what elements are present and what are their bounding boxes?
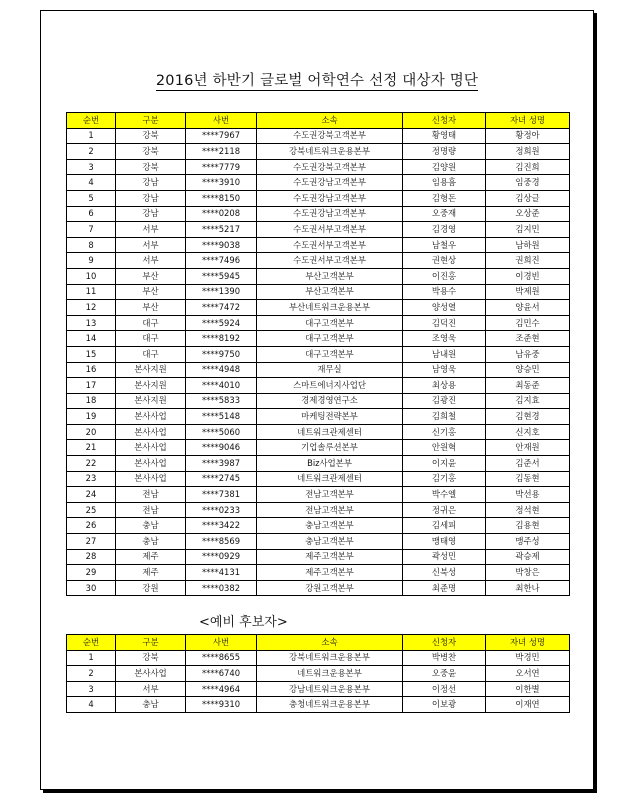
cell-number: 3: [67, 681, 116, 697]
cell-department: 제주고객본부: [257, 549, 403, 565]
cell-number: 1: [67, 650, 116, 666]
table-row: [67, 549, 570, 565]
cell-number: 26: [67, 518, 116, 534]
cell-division: 강원: [116, 580, 186, 596]
cell-applicant: 오중재: [403, 206, 486, 222]
table-row: [67, 175, 570, 191]
cell-department: 기업솔루션본부: [257, 440, 403, 456]
cell-division: 본사지원: [116, 362, 186, 378]
cell-number: 2: [67, 666, 116, 682]
cell-department: 수도권서부고객본부: [257, 222, 403, 238]
cell-employee-id: ****4948: [186, 362, 257, 378]
cell-applicant: 김덕진: [403, 315, 486, 331]
cell-employee-id: ****9750: [186, 346, 257, 362]
cell-department: 수도권강남고객본부: [257, 206, 403, 222]
cell-child-name: 남하원: [486, 237, 570, 253]
cell-number: 7: [67, 222, 116, 238]
cell-number: 17: [67, 378, 116, 394]
header-division: 구분: [116, 113, 186, 129]
cell-number: 27: [67, 534, 116, 550]
cell-applicant: 맹태영: [403, 534, 486, 550]
cell-applicant: 박수엘: [403, 487, 486, 503]
cell-applicant: 김세피: [403, 518, 486, 534]
cell-applicant: 이정선: [403, 681, 486, 697]
cell-number: 21: [67, 440, 116, 456]
cell-division: 전남: [116, 487, 186, 503]
cell-number: 2: [67, 144, 116, 160]
cell-department: 충남고객본부: [257, 534, 403, 550]
cell-department: 스마트에너지사업단: [257, 378, 403, 394]
cell-number: 28: [67, 549, 116, 565]
cell-number: 9: [67, 253, 116, 269]
cell-employee-id: ****4010: [186, 378, 257, 394]
table-row: [67, 190, 570, 206]
reserve-header-number: 순번: [67, 635, 116, 651]
table-row: [67, 487, 570, 503]
cell-department: 부산네트워크운용본부: [257, 300, 403, 316]
table-row: [67, 362, 570, 378]
cell-department: 강북네트워크운용본부: [257, 144, 403, 160]
table-row: [67, 456, 570, 472]
cell-department: 강원고객본부: [257, 580, 403, 596]
cell-applicant: 이진홍: [403, 268, 486, 284]
cell-department: 충청네트워크운용본부: [257, 697, 403, 713]
cell-employee-id: ****3910: [186, 175, 257, 191]
cell-child-name: 조준현: [486, 331, 570, 347]
cell-division: 부산: [116, 268, 186, 284]
cell-division: 강북: [116, 159, 186, 175]
cell-number: 10: [67, 268, 116, 284]
cell-applicant: 박용수: [403, 284, 486, 300]
cell-number: 13: [67, 315, 116, 331]
cell-employee-id: ****6740: [186, 666, 257, 682]
reserve-header-employee-id: 사번: [186, 635, 257, 651]
cell-division: 본사지원: [116, 393, 186, 409]
cell-number: 14: [67, 331, 116, 347]
cell-child-name: 김준서: [486, 456, 570, 472]
cell-number: 19: [67, 409, 116, 425]
cell-division: 전남: [116, 502, 186, 518]
table-row: [67, 565, 570, 581]
cell-employee-id: ****0929: [186, 549, 257, 565]
cell-number: 4: [67, 697, 116, 713]
reserve-header-row: [67, 635, 570, 651]
table-row: [67, 440, 570, 456]
cell-child-name: 김상글: [486, 190, 570, 206]
cell-child-name: 박경민: [486, 650, 570, 666]
cell-department: 수도권서부고객본부: [257, 253, 403, 269]
cell-employee-id: ****2745: [186, 471, 257, 487]
cell-applicant: 김형돈: [403, 190, 486, 206]
cell-child-name: 이경빈: [486, 268, 570, 284]
cell-division: 서부: [116, 222, 186, 238]
cell-applicant: 임용흠: [403, 175, 486, 191]
cell-division: 제주: [116, 549, 186, 565]
cell-applicant: 김양원: [403, 159, 486, 175]
cell-child-name: 김진희: [486, 159, 570, 175]
cell-department: 부산고객본부: [257, 284, 403, 300]
cell-number: 4: [67, 175, 116, 191]
cell-employee-id: ****8569: [186, 534, 257, 550]
table-row: [67, 159, 570, 175]
cell-division: 본사사업: [116, 666, 186, 682]
document-title: [41, 69, 593, 90]
cell-division: 부산: [116, 300, 186, 316]
cell-number: 11: [67, 284, 116, 300]
reserve-table-row: [67, 666, 570, 682]
cell-division: 서부: [116, 681, 186, 697]
cell-department: 전남고객본부: [257, 487, 403, 503]
cell-division: 본사지원: [116, 378, 186, 394]
cell-division: 서부: [116, 237, 186, 253]
cell-child-name: 정희원: [486, 144, 570, 160]
cell-employee-id: ****9038: [186, 237, 257, 253]
cell-department: Biz사업본부: [257, 456, 403, 472]
cell-applicant: 정귀은: [403, 502, 486, 518]
cell-division: 서부: [116, 253, 186, 269]
reserve-table-row: [67, 681, 570, 697]
reserve-header-applicant: 신청자: [403, 635, 486, 651]
cell-department: 대구고객본부: [257, 346, 403, 362]
cell-number: 30: [67, 580, 116, 596]
cell-applicant: 남영욱: [403, 362, 486, 378]
cell-child-name: 박제원: [486, 284, 570, 300]
selection-table: [66, 112, 570, 596]
reserve-header-child-name: 자녀 성명: [486, 635, 570, 651]
cell-applicant: 최상용: [403, 378, 486, 394]
header-applicant: 신청자: [403, 113, 486, 129]
cell-employee-id: ****5217: [186, 222, 257, 238]
cell-division: 본사사업: [116, 409, 186, 425]
cell-employee-id: ****9310: [186, 697, 257, 713]
cell-applicant: 김경영: [403, 222, 486, 238]
cell-child-name: 김현경: [486, 409, 570, 425]
cell-division: 본사사업: [116, 440, 186, 456]
cell-child-name: 박창은: [486, 565, 570, 581]
table-row: [67, 253, 570, 269]
cell-employee-id: ****4131: [186, 565, 257, 581]
cell-department: 강북네트워크운용본부: [257, 650, 403, 666]
cell-division: 제주: [116, 565, 186, 581]
table-header-row: [67, 113, 570, 129]
table-row: [67, 222, 570, 238]
table-row: [67, 284, 570, 300]
reserve-header-department: 소속: [257, 635, 403, 651]
cell-department: 강남네트워크운용본부: [257, 681, 403, 697]
cell-applicant: 신기홍: [403, 424, 486, 440]
cell-employee-id: ****8150: [186, 190, 257, 206]
cell-department: 대구고객본부: [257, 331, 403, 347]
cell-division: 강남: [116, 175, 186, 191]
cell-division: 강북: [116, 128, 186, 144]
cell-child-name: 오상준: [486, 206, 570, 222]
table-row: [67, 331, 570, 347]
document-title-text: 2016년 하반기 글로벌 어학연수 선정 대상자 명단: [155, 73, 479, 89]
cell-department: 경제경영연구소: [257, 393, 403, 409]
cell-employee-id: ****7496: [186, 253, 257, 269]
header-employee-id: 사번: [186, 113, 257, 129]
cell-number: 23: [67, 471, 116, 487]
cell-employee-id: ****5833: [186, 393, 257, 409]
table-row: [67, 206, 570, 222]
cell-division: 강남: [116, 206, 186, 222]
table-row: [67, 378, 570, 394]
cell-division: 대구: [116, 315, 186, 331]
cell-employee-id: ****0208: [186, 206, 257, 222]
cell-employee-id: ****7472: [186, 300, 257, 316]
cell-number: 15: [67, 346, 116, 362]
cell-department: 대구고객본부: [257, 315, 403, 331]
cell-employee-id: ****8192: [186, 331, 257, 347]
table-row: [67, 502, 570, 518]
cell-department: 네트워크관제센터: [257, 424, 403, 440]
cell-applicant: 김기홍: [403, 471, 486, 487]
cell-child-name: 최동준: [486, 378, 570, 394]
cell-applicant: 조영욱: [403, 331, 486, 347]
cell-employee-id: ****5945: [186, 268, 257, 284]
cell-employee-id: ****7967: [186, 128, 257, 144]
header-child-name: 자녀 성명: [486, 113, 570, 129]
cell-child-name: 맹주성: [486, 534, 570, 550]
cell-applicant: 이지윤: [403, 456, 486, 472]
cell-employee-id: ****5924: [186, 315, 257, 331]
cell-child-name: 임중경: [486, 175, 570, 191]
cell-division: 본사사업: [116, 456, 186, 472]
cell-applicant: 이보광: [403, 697, 486, 713]
cell-child-name: 안재원: [486, 440, 570, 456]
header-number: 순번: [67, 113, 116, 129]
table-row: [67, 424, 570, 440]
table-row: [67, 534, 570, 550]
cell-child-name: 곽승제: [486, 549, 570, 565]
cell-child-name: 김동현: [486, 471, 570, 487]
cell-department: 재무실: [257, 362, 403, 378]
cell-applicant: 남철우: [403, 237, 486, 253]
cell-department: 수도권강남고객본부: [257, 175, 403, 191]
cell-department: 수도권서부고객본부: [257, 237, 403, 253]
cell-child-name: 이재연: [486, 697, 570, 713]
cell-employee-id: ****4964: [186, 681, 257, 697]
cell-employee-id: ****0233: [186, 502, 257, 518]
cell-applicant: 김광진: [403, 393, 486, 409]
cell-department: 제주고객본부: [257, 565, 403, 581]
cell-employee-id: ****3987: [186, 456, 257, 472]
cell-employee-id: ****1390: [186, 284, 257, 300]
cell-applicant: 곽성민: [403, 549, 486, 565]
cell-applicant: 양성열: [403, 300, 486, 316]
reserve-table-row: [67, 650, 570, 666]
cell-number: 16: [67, 362, 116, 378]
cell-employee-id: ****7779: [186, 159, 257, 175]
cell-number: 3: [67, 159, 116, 175]
cell-child-name: 남유중: [486, 346, 570, 362]
cell-number: 29: [67, 565, 116, 581]
cell-division: 본사사업: [116, 424, 186, 440]
reserve-table-body: [67, 650, 570, 712]
cell-division: 대구: [116, 331, 186, 347]
cell-applicant: 김희철: [403, 409, 486, 425]
cell-applicant: 남내원: [403, 346, 486, 362]
cell-department: 충남고객본부: [257, 518, 403, 534]
table-row: [67, 237, 570, 253]
cell-department: 수도권강북고객본부: [257, 128, 403, 144]
cell-employee-id: ****3422: [186, 518, 257, 534]
selection-table-body: [67, 128, 570, 596]
cell-department: 부산고객본부: [257, 268, 403, 284]
cell-employee-id: ****9046: [186, 440, 257, 456]
cell-number: 1: [67, 128, 116, 144]
cell-applicant: 정명량: [403, 144, 486, 160]
cell-division: 본사사업: [116, 471, 186, 487]
cell-department: 네트워크관제센터: [257, 471, 403, 487]
cell-number: 24: [67, 487, 116, 503]
cell-number: 22: [67, 456, 116, 472]
cell-employee-id: ****5148: [186, 409, 257, 425]
cell-employee-id: ****2118: [186, 144, 257, 160]
cell-number: 20: [67, 424, 116, 440]
table-row: [67, 128, 570, 144]
cell-applicant: 신북성: [403, 565, 486, 581]
cell-number: 18: [67, 393, 116, 409]
cell-child-name: 양승민: [486, 362, 570, 378]
cell-employee-id: ****8655: [186, 650, 257, 666]
table-row: [67, 144, 570, 160]
cell-number: 8: [67, 237, 116, 253]
table-row: [67, 346, 570, 362]
cell-department: 전남고객본부: [257, 502, 403, 518]
cell-department: 네트워크운용본부: [257, 666, 403, 682]
document-page: [40, 10, 594, 790]
cell-number: 25: [67, 502, 116, 518]
cell-division: 강북: [116, 144, 186, 160]
table-row: [67, 409, 570, 425]
table-row: [67, 518, 570, 534]
cell-department: 수도권강북고객본부: [257, 159, 403, 175]
cell-applicant: 안원혁: [403, 440, 486, 456]
cell-number: 5: [67, 190, 116, 206]
cell-division: 강남: [116, 190, 186, 206]
cell-applicant: 권현상: [403, 253, 486, 269]
cell-child-name: 최한나: [486, 580, 570, 596]
cell-number: 12: [67, 300, 116, 316]
cell-department: 마케팅전략본부: [257, 409, 403, 425]
header-department: 소속: [257, 113, 403, 129]
cell-applicant: 박병찬: [403, 650, 486, 666]
table-row: [67, 393, 570, 409]
cell-child-name: 황정아: [486, 128, 570, 144]
cell-division: 강북: [116, 650, 186, 666]
cell-applicant: 황영태: [403, 128, 486, 144]
cell-division: 충남: [116, 697, 186, 713]
table-row: [67, 315, 570, 331]
cell-division: 부산: [116, 284, 186, 300]
cell-division: 대구: [116, 346, 186, 362]
cell-child-name: 김지민: [486, 222, 570, 238]
cell-child-name: 신지호: [486, 424, 570, 440]
cell-applicant: 오중윤: [403, 666, 486, 682]
reserve-table: [66, 634, 570, 713]
cell-child-name: 오서연: [486, 666, 570, 682]
cell-child-name: 박선용: [486, 487, 570, 503]
cell-child-name: 권희진: [486, 253, 570, 269]
cell-child-name: 김민수: [486, 315, 570, 331]
cell-division: 충남: [116, 518, 186, 534]
cell-child-name: 김용현: [486, 518, 570, 534]
reserve-table-row: [67, 697, 570, 713]
cell-child-name: 정석현: [486, 502, 570, 518]
cell-child-name: 이한별: [486, 681, 570, 697]
reserve-title: <예비 후보자>: [199, 615, 288, 630]
cell-employee-id: ****7381: [186, 487, 257, 503]
cell-division: 충남: [116, 534, 186, 550]
table-row: [67, 300, 570, 316]
table-row: [67, 268, 570, 284]
cell-child-name: 김지효: [486, 393, 570, 409]
reserve-header-division: 구분: [116, 635, 186, 651]
cell-applicant: 최준명: [403, 580, 486, 596]
cell-employee-id: ****0382: [186, 580, 257, 596]
cell-number: 6: [67, 206, 116, 222]
cell-employee-id: ****5060: [186, 424, 257, 440]
cell-child-name: 양윤서: [486, 300, 570, 316]
table-row: [67, 580, 570, 596]
table-row: [67, 471, 570, 487]
cell-department: 수도권강남고객본부: [257, 190, 403, 206]
